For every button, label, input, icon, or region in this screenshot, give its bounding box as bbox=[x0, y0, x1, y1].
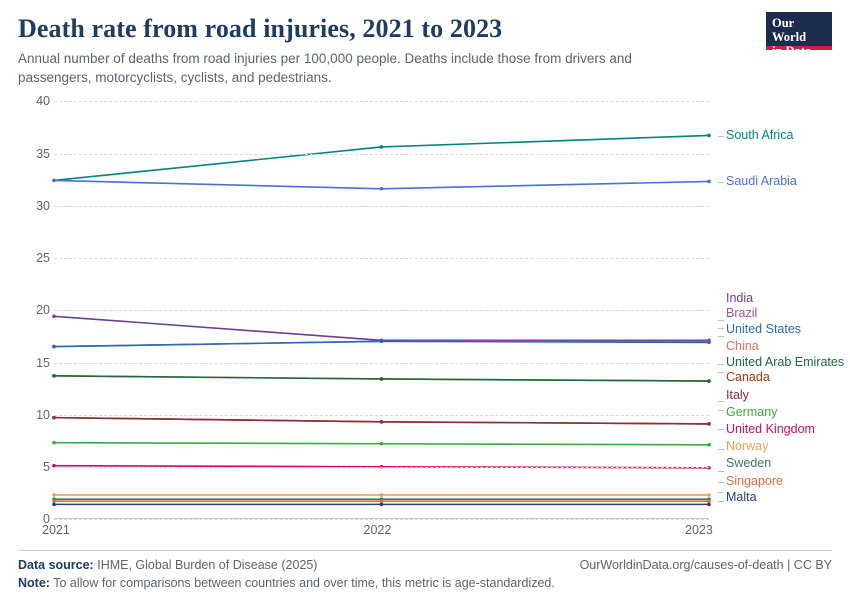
series-labels bbox=[718, 101, 850, 519]
data-point bbox=[52, 503, 56, 507]
data-point bbox=[380, 500, 384, 504]
label-leader-line bbox=[718, 372, 724, 373]
logo-line-1: Our World bbox=[772, 16, 807, 44]
x-tick-label: 2022 bbox=[363, 523, 392, 538]
data-point bbox=[52, 345, 56, 349]
data-point bbox=[52, 416, 56, 420]
y-tick-label: 25 bbox=[36, 251, 50, 265]
series-label[interactable]: Malta bbox=[726, 490, 757, 505]
data-source-label: Data source: bbox=[18, 558, 94, 572]
label-leader-line bbox=[718, 471, 724, 472]
data-point bbox=[707, 500, 711, 504]
data-source bbox=[18, 558, 317, 572]
x-tick-label: 2023 bbox=[685, 523, 713, 538]
label-leader-line bbox=[718, 401, 724, 402]
label-leader-line bbox=[718, 136, 724, 137]
gridline bbox=[54, 154, 709, 155]
label-leader-line bbox=[718, 336, 724, 337]
data-point bbox=[52, 374, 56, 378]
data-point bbox=[707, 134, 711, 138]
label-leader-line bbox=[718, 482, 724, 483]
label-leader-line bbox=[718, 328, 724, 329]
series-label[interactable]: Germany bbox=[726, 404, 778, 419]
label-leader-line bbox=[718, 320, 724, 321]
y-tick-label: 40 bbox=[36, 94, 50, 109]
data-point bbox=[380, 340, 384, 344]
gridline bbox=[54, 206, 709, 207]
y-tick-label: 0 bbox=[43, 512, 50, 527]
page-title: Death rate from road injuries, 2021 to 2023 bbox=[18, 14, 503, 43]
data-point bbox=[707, 422, 711, 426]
series-label[interactable]: Canada bbox=[726, 370, 770, 385]
series-label[interactable]: United Kingdom bbox=[726, 422, 815, 437]
gridline bbox=[54, 519, 709, 520]
plot-region bbox=[36, 94, 709, 527]
page-subtitle: Annual number of deaths from road injuries per 100,000 people. Deaths include those from drivers and passengers, motorcyclists, cyclists, and pedestrians. bbox=[18, 51, 632, 85]
series-label[interactable]: India bbox=[726, 290, 754, 305]
series-label[interactable]: Sweden bbox=[726, 455, 772, 470]
y-tick-label: 15 bbox=[36, 355, 50, 370]
series-label[interactable]: Singapore bbox=[726, 473, 783, 488]
data-source-value: IHME, Global Burden of Disease (2025) bbox=[97, 558, 318, 572]
data-point bbox=[380, 503, 384, 507]
series-label[interactable]: Italy bbox=[726, 387, 749, 402]
label-leader-line bbox=[718, 364, 724, 365]
data-point bbox=[52, 493, 56, 497]
gridline bbox=[54, 363, 709, 364]
data-point bbox=[380, 145, 384, 149]
x-tick-label: 2021 bbox=[42, 523, 70, 538]
series-label[interactable]: United States bbox=[726, 322, 802, 337]
label-leader-line bbox=[718, 449, 724, 450]
gridline bbox=[54, 258, 709, 259]
label-leader-line bbox=[718, 492, 724, 493]
data-point bbox=[707, 341, 711, 345]
y-tick-label: 30 bbox=[36, 198, 50, 213]
data-point bbox=[380, 442, 384, 446]
gridline bbox=[54, 467, 709, 468]
y-tick-label: 20 bbox=[36, 303, 50, 318]
gridline bbox=[54, 415, 709, 416]
data-point bbox=[707, 380, 711, 384]
series-label[interactable]: Norway bbox=[726, 439, 769, 454]
data-point bbox=[707, 180, 711, 184]
data-point bbox=[52, 441, 56, 445]
series-label[interactable]: China bbox=[726, 338, 759, 353]
series-label[interactable]: Saudi Arabia bbox=[726, 173, 797, 188]
gridline bbox=[54, 310, 709, 311]
label-leader-line bbox=[718, 429, 724, 430]
y-tick-label: 5 bbox=[43, 460, 50, 474]
label-leader-line bbox=[718, 410, 724, 411]
series-label[interactable]: Brazil bbox=[726, 306, 758, 321]
series-line bbox=[54, 317, 709, 341]
logo bbox=[766, 12, 832, 58]
series-label[interactable]: South Africa bbox=[726, 127, 794, 142]
data-point bbox=[52, 315, 56, 319]
series-line bbox=[54, 136, 709, 181]
y-tick-label: 35 bbox=[36, 146, 50, 161]
label-leader-line bbox=[718, 182, 724, 183]
logo-line-2: in Data bbox=[772, 44, 812, 58]
footer bbox=[18, 550, 832, 590]
footer-note-value: To allow for comparisons between countries and over time, this metric is age-standardized. bbox=[53, 576, 555, 590]
footer-note bbox=[18, 576, 832, 590]
chart-area bbox=[18, 94, 845, 538]
data-point bbox=[52, 179, 56, 183]
data-point bbox=[380, 420, 384, 424]
data-point bbox=[380, 493, 384, 497]
data-point bbox=[380, 377, 384, 381]
series-label[interactable]: United Arab Emirates bbox=[726, 354, 845, 369]
label-leader-line bbox=[718, 501, 724, 502]
data-point bbox=[52, 500, 56, 504]
data-point bbox=[380, 187, 384, 191]
data-point bbox=[707, 493, 711, 497]
y-tick-label: 10 bbox=[36, 407, 50, 422]
data-point bbox=[707, 503, 711, 507]
gridline bbox=[54, 101, 709, 102]
data-point bbox=[707, 443, 711, 447]
footer-note-label: Note: bbox=[18, 576, 50, 590]
footer-attribution[interactable]: OurWorldinData.org/causes-of-death | CC BY bbox=[579, 558, 832, 572]
